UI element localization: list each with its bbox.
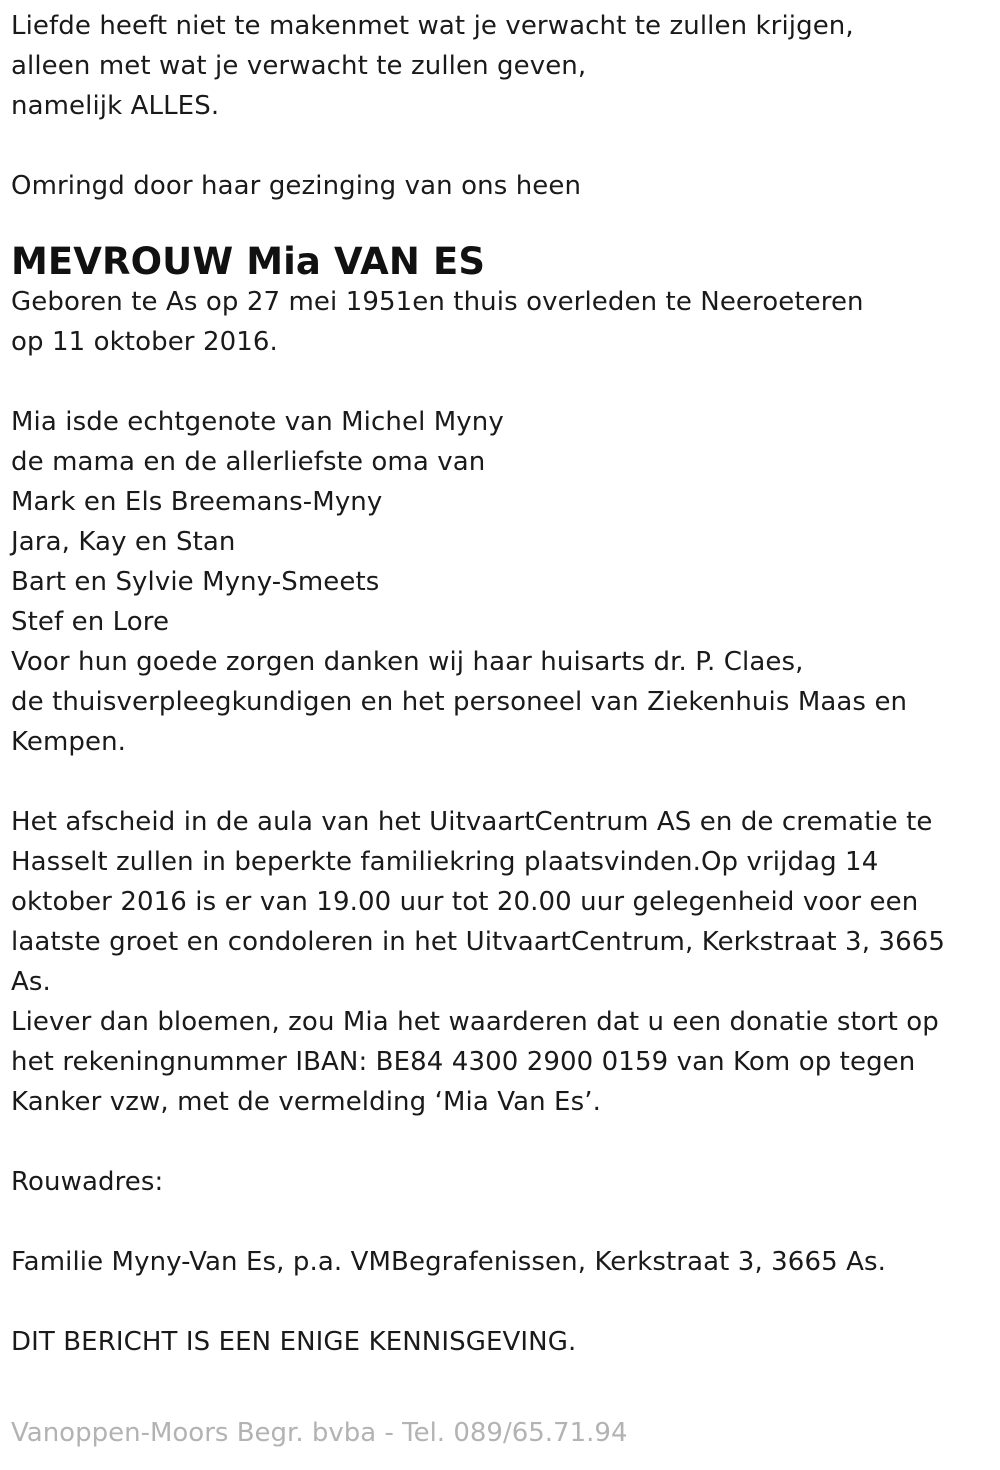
ceremony-info [11,802,986,1122]
notice-line: DIT BERICHT IS EEN ENIGE KENNISGEVING. [11,1327,577,1357]
birth-line: Geboren te As op 27 mei 1951en thuis overleden te Neeroeteren [11,287,864,317]
family-line: de mama en de allerliefste oma van [11,447,486,477]
family-line: Kempen. [11,727,127,757]
spacer [11,126,986,166]
spacer [11,362,986,402]
family-line: Bart en Sylvie Myny-Smeets [11,567,380,597]
ceremony-line: laatste groet en condoleren in het UitvaartCentrum, Kerkstraat 3, 3665 [11,927,945,957]
family-list [11,402,986,762]
ceremony-line: As. [11,967,51,997]
birth-death-info [11,282,986,362]
intro-line: Omringd door haar gezinging van ons heen [11,171,582,201]
poem-line: namelijk ALLES. [11,91,220,121]
ceremony-line: Liever dan bloemen, zou Mia het waarderen dat u een donatie stort op [11,1007,939,1037]
poem [11,6,986,126]
birth-line: op 11 oktober 2016. [11,327,278,357]
family-line: Stef en Lore [11,607,170,637]
ceremony-line: Het afscheid in de aula van het UitvaartCentrum AS en de crematie te [11,807,933,837]
address-label: Rouwadres: [11,1167,164,1197]
deceased-name: MEVROUW Mia VAN ES [11,240,486,283]
obituary-text [11,6,986,1362]
family-line: de thuisverpleegkundigen en het personeel van Ziekenhuis Maas en [11,687,908,717]
funeral-home-footer: Vanoppen-Moors Begr. bvba - Tel. 089/65.71.94 [11,1418,628,1448]
poem-line: alleen met wat je verwacht te zullen geven, [11,51,587,81]
family-line: Mark en Els Breemans-Myny [11,487,383,517]
ceremony-line: het rekeningnummer IBAN: BE84 4300 2900 0159 van Kom op tegen [11,1047,916,1077]
mourning-address: Familie Myny-Van Es, p.a. VMBegrafenissen, Kerkstraat 3, 3665 As. [11,1247,886,1277]
ceremony-line: oktober 2016 is er van 19.00 uur tot 20.00 uur gelegenheid voor een [11,887,919,917]
ceremony-line: Kanker vzw, met de vermelding ‘Mia Van Es’. [11,1087,601,1117]
ceremony-line: Hasselt zullen in beperkte familiekring plaatsvinden.Op vrijdag 14 [11,847,879,877]
spacer [11,206,986,234]
family-line: Jara, Kay en Stan [11,527,236,557]
spacer [11,1282,986,1322]
spacer [11,1202,986,1242]
family-line: Voor hun goede zorgen danken wij haar huisarts dr. P. Claes, [11,647,804,677]
poem-line: Liefde heeft niet te makenmet wat je verwacht te zullen krijgen, [11,11,854,41]
spacer [11,762,986,802]
family-line: Mia isde echtgenote van Michel Myny [11,407,504,437]
spacer [11,1122,986,1162]
